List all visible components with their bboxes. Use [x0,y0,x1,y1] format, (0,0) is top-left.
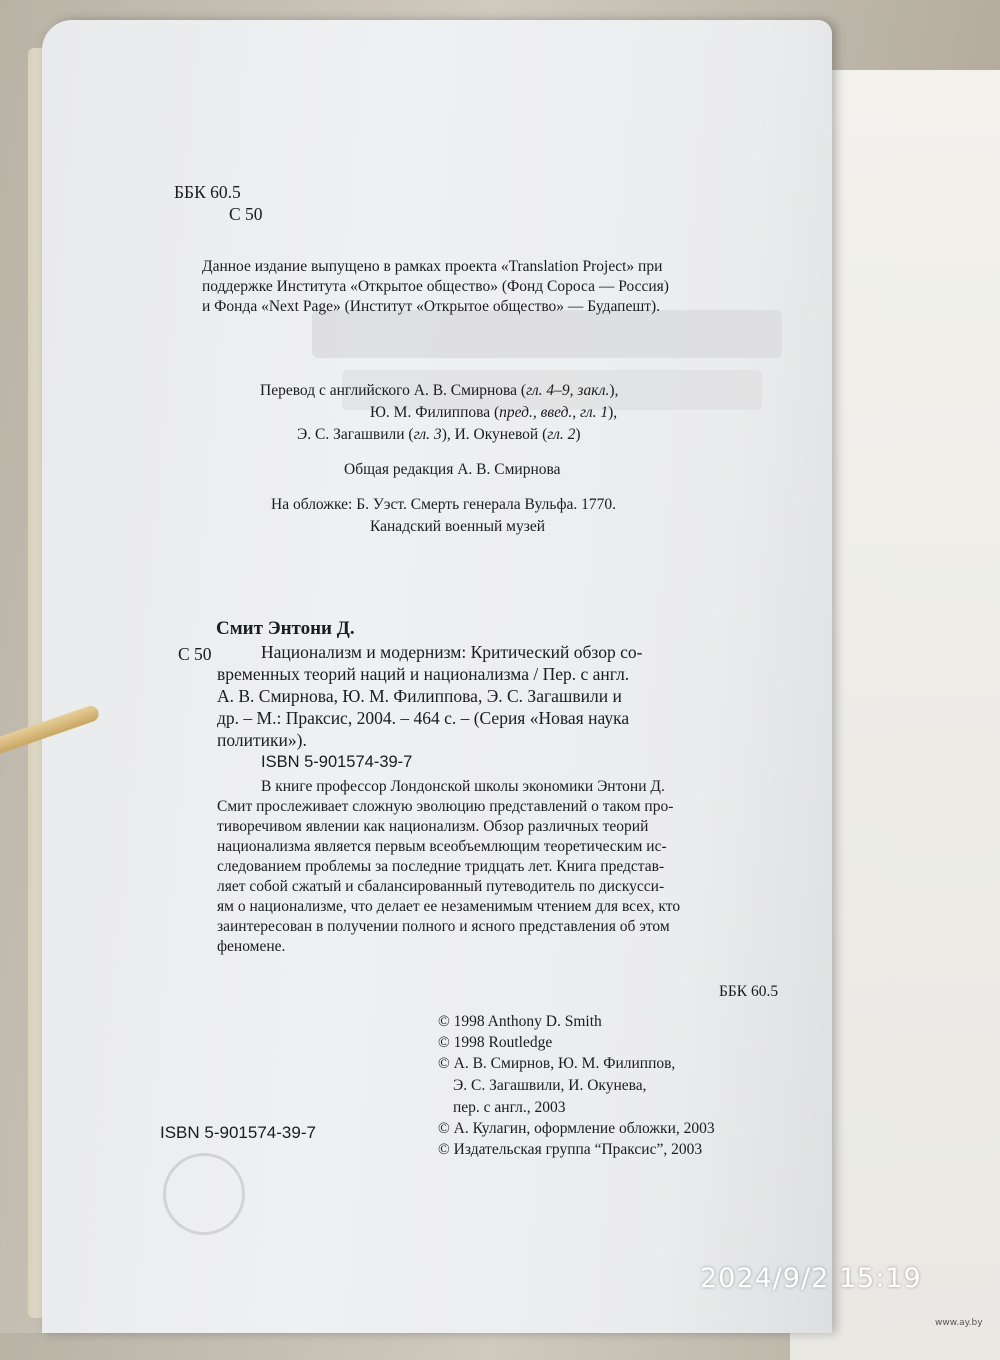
edition-note-line: Данное издание выпущено в рамках проекта «Translation Project» при [202,258,663,275]
copyright-line: © А. Кулагин, оформление обложки, 2003 [438,1120,715,1137]
cover-line: На обложке: Б. Уэст. Смерть генерала Вульфа. 1770. [271,496,617,513]
isbn-bottom: ISBN 5-901574-39-7 [160,1123,316,1142]
cover-line: Канадский военный музей [370,518,546,535]
copyright-line: © 1998 Anthony D. Smith [438,1013,602,1030]
code-header: С 50 [229,204,263,224]
copyright-line: Э. С. Загашвили, И. Окунева, [453,1077,647,1094]
catalog-description-line: политики»). [217,730,307,750]
translation-line-2: Ю. М. Филиппова (пред., введ., гл. 1), [370,404,618,421]
show-through-logo [163,1153,245,1235]
translation-line-3: Э. С. Загашвили (гл. 3), И. Окуневой (гл. 2) [297,426,581,443]
site-watermark: www.ay.by [935,1318,983,1328]
catalog-description-line: др. – М.: Праксис, 2004. – 464 с. – (Серия «Новая наука [217,708,630,728]
abstract-line: национализма является первым всеобъемлющим теоретическим ис- [217,838,667,855]
copyright-line: © 1998 Routledge [438,1034,553,1051]
catalog-author: Смит Энтони Д. [216,618,355,639]
copyright-line: © А. В. Смирнов, Ю. М. Филиппов, [438,1055,676,1072]
catalog-description-line: А. В. Смирнова, Ю. М. Филиппова, Э. С. Загашвили и [217,686,622,706]
abstract-line: ляет собой сжатый и сбалансированный путеводитель по дискусси- [217,878,665,895]
catalog-bbk: ББК 60.5 [719,983,779,1000]
photo-timestamp: 2024/9/2 15:19 [700,1263,922,1294]
abstract-line: Смит прослеживает сложную эволюцию представлений о таком про- [217,798,674,815]
copyright-line: © Издательская группа “Праксис”, 2003 [438,1141,703,1158]
abstract-line: следованием проблемы за последние тридцать лет. Книга представ- [217,858,665,875]
abstract-line: заинтересован в получении полного и ясного представления об этом [217,918,670,935]
abstract-line: тиворечивом явлении как национализм. Обзор различных теорий [217,818,649,835]
abstract-line: В книге профессор Лондонской школы экономики Энтони Д. [261,778,665,795]
catalog-description-line: Национализм и модернизм: Критический обзор со- [261,642,643,662]
copyright-line: пер. с англ., 2003 [453,1099,566,1116]
editor-line: Общая редакция А. В. Смирнова [344,461,561,478]
abstract-line: феномене. [217,938,286,955]
catalog-code: С 50 [178,644,212,664]
abstract-line: ям о национализме, что делает ее незаменимым чтением для всех, кто [217,898,681,915]
translation-line-1: Перевод с английского А. В. Смирнова (гл. 4–9, закл.), [260,382,619,399]
show-through-block [312,310,782,358]
edition-note-line: поддержке Института «Открытое общество» (Фонд Сороса — Россия) [202,278,669,295]
bbk-header: ББК 60.5 [174,182,241,202]
catalog-isbn: ISBN 5-901574-39-7 [261,753,413,771]
book-page [42,20,832,1333]
edition-note-line: и Фонда «Next Page» (Институт «Открытое общество» — Будапешт). [202,298,661,315]
catalog-description-line: временных теорий наций и национализма / Пер. с англ. [217,664,630,684]
